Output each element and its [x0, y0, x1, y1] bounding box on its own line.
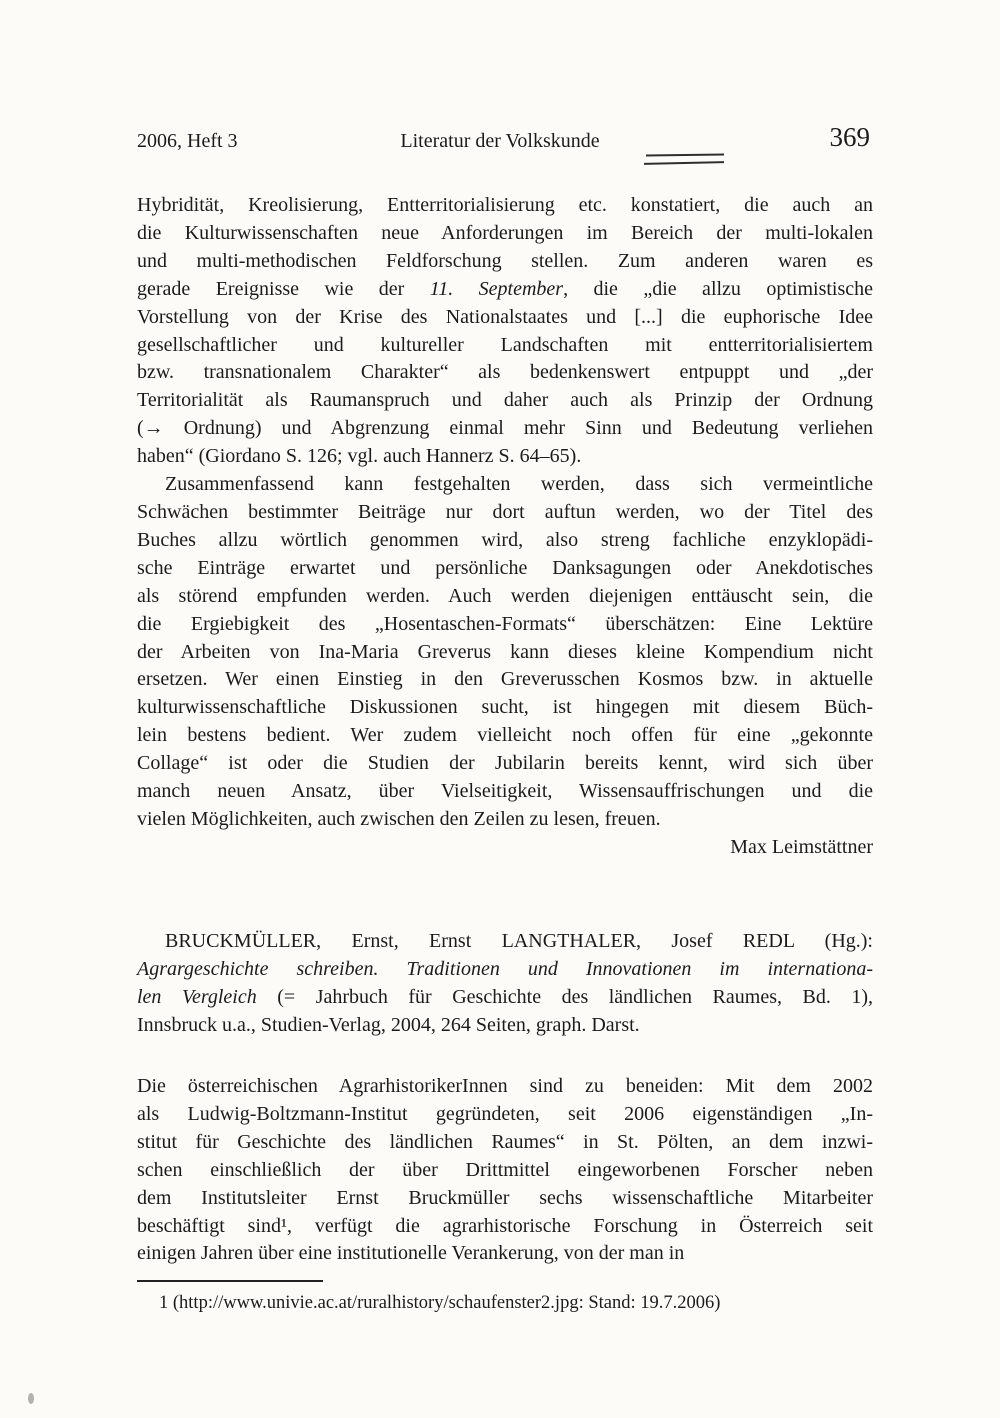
- text-line: BRUCKMÜLLER, Ernst, Ernst LANGTHALER, Josef REDL (Hg.):: [165, 930, 873, 952]
- underline-stroke: [644, 161, 724, 165]
- text-line: manch neuen Ansatz, über Vielseitigkeit, Wissensauffrischungen und die: [137, 780, 873, 803]
- text-line: haben“ (Giordano S. 126; vgl. auch Hannerz S. 64–65).: [137, 445, 582, 468]
- text-segment: , die „die allzu optimistische: [563, 277, 874, 300]
- text-line: Collage“ ist oder die Studien der Jubilarin bereits kennt, wird sich über: [137, 752, 873, 775]
- text-line: dem Institutsleiter Ernst Bruckmüller sechs wissenschaftliche Mitarbeiter: [137, 1186, 873, 1209]
- header-journal-title: Literatur der Volkskunde: [400, 130, 600, 152]
- review1-text-block: [137, 192, 873, 862]
- text-line: (→ Ordnung) und Abgrenzung einmal mehr Sinn und Bedeutung verliehen: [137, 417, 873, 440]
- italic-text-segment: 11. September: [429, 277, 564, 300]
- text-line: lein bestens bedient. Wer zudem vielleicht noch offen für eine „gekonnte: [137, 724, 873, 747]
- underline-stroke: [646, 153, 724, 156]
- text-line: schen einschließlich der über Drittmittel eingeworbenen Forscher neben: [137, 1158, 873, 1181]
- review-signature: Max Leimstättner: [730, 835, 873, 858]
- italic-text-segment: len Vergleich: [137, 985, 257, 1008]
- text-line: Vorstellung von der Krise des Nationalstaates und [...] die euphorische Idee: [137, 305, 873, 328]
- text-segment: (= Jahrbuch für Geschichte des ländlichen Raumes, Bd. 1),: [256, 985, 874, 1008]
- review2-text-block: [137, 1073, 873, 1268]
- text-line: Hybridität, Kreolisierung, Entterritorialisierung etc. konstatiert, die auch an: [137, 194, 873, 216]
- text-line: kulturwissenschaftliche Diskussionen sucht, ist hingegen mit diesem Büch-: [137, 696, 873, 719]
- text-line: sche Einträge erwartet und persönliche Danksagungen oder Anekdotisches: [137, 556, 873, 579]
- page-number: 369: [829, 122, 870, 152]
- text-line: Schwächen bestimmter Beiträge nur dort auftun werden, wo der Titel des: [137, 500, 873, 523]
- footnote-text: 1 (http://www.univie.ac.at/ruralhistory/schaufenster2.jpg: Stand: 19.7.2006): [159, 1293, 721, 1313]
- text-line: vielen Möglichkeiten, auch zwischen den Zeilen zu lesen, freuen.: [137, 807, 661, 830]
- text-line: beschäftigt sind¹, verfügt die agrarhistorische Forschung in Österreich seit: [137, 1214, 873, 1237]
- text-line: ersetzen. Wer einen Einstieg in den Greverusschen Kosmos bzw. in aktuelle: [137, 668, 873, 691]
- text-line: als störend empfunden werden. Auch werden diejenigen enttäuscht sein, die: [137, 584, 873, 607]
- text-line: [137, 984, 873, 1012]
- review2-heading-block: [137, 928, 873, 1040]
- text-line: und multi-methodischen Feldforschung stellen. Zum anderen waren es: [137, 249, 873, 272]
- text-line: die Ergiebigkeit des „Hosentaschen-Formats“ überschätzen: Eine Lektüre: [137, 612, 873, 635]
- text-line: gesellschaftlicher und kultureller Landschaften mit entterritorialisiertem: [137, 333, 873, 356]
- text-line: [137, 276, 873, 304]
- text-line: die Kulturwissenschaften neue Anforderungen im Bereich der multi-lokalen: [137, 221, 873, 244]
- text-line: bzw. transnationalem Charakter“ als bedenkenswert entpuppt und „der: [137, 361, 873, 384]
- text-line: Territorialität als Raumanspruch und daher auch als Prinzip der Ordnung: [137, 389, 873, 412]
- header-underline-mark: [644, 153, 726, 167]
- header-issue: 2006, Heft 3: [137, 130, 238, 152]
- text-line: Buches allzu wörtlich genommen wird, also streng fachliche enzyklopädi-: [137, 528, 873, 551]
- text-line: stitut für Geschichte des ländlichen Raumes“ in St. Pölten, an dem inzwi-: [137, 1130, 873, 1153]
- scan-artifact: [28, 1393, 34, 1404]
- text-line: einigen Jahren über eine institutionelle Verankerung, von der man in: [137, 1242, 685, 1265]
- text-line: Innsbruck u.a., Studien-Verlag, 2004, 264 Seiten, graph. Darst.: [137, 1013, 640, 1036]
- text-segment: gerade Ereignisse wie der: [137, 277, 430, 300]
- text-line: Die österreichischen AgrarhistorikerInnen sind zu beneiden: Mit dem 2002: [137, 1075, 873, 1097]
- text-line: als Ludwig-Boltzmann-Institut gegründeten, seit 2006 eigenständigen „In-: [137, 1102, 873, 1125]
- footnote-rule: [137, 1280, 323, 1282]
- text-line: der Arbeiten von Ina-Maria Greverus kann dieses kleine Kompendium nicht: [137, 640, 873, 663]
- text-line: Agrargeschichte schreiben. Traditionen und Innovationen im internationa-: [137, 957, 873, 980]
- text-line: Zusammenfassend kann festgehalten werden, dass sich vermeintliche: [165, 473, 873, 496]
